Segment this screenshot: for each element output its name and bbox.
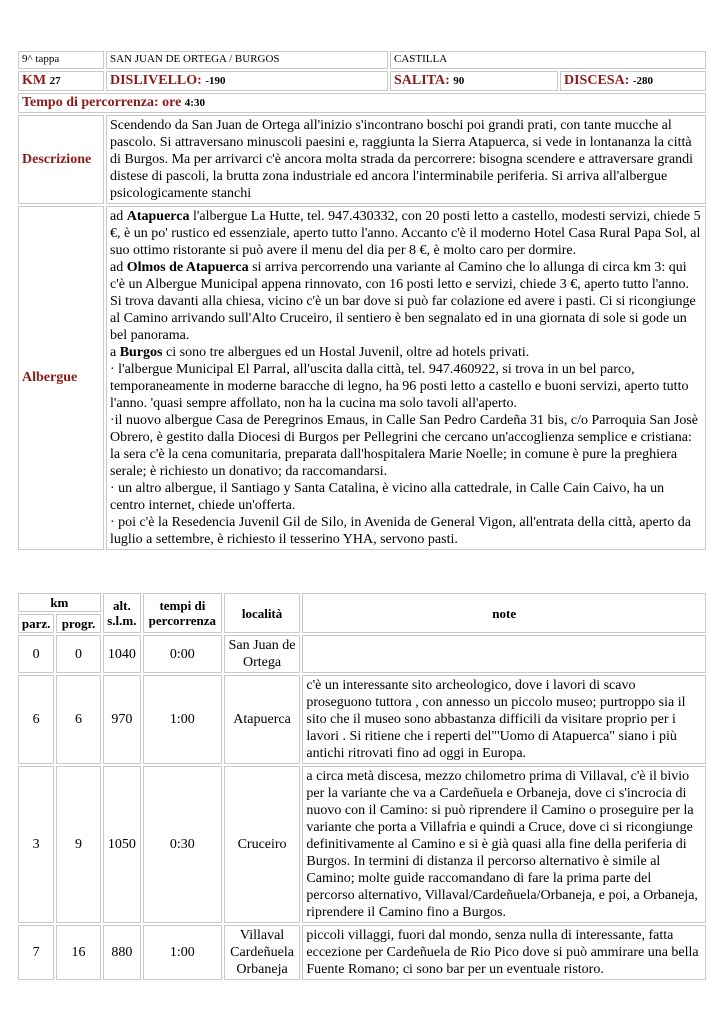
albergue-emaus: ·il nuovo albergue Casa de Peregrinos Emaus, in Calle San Pedro Cardeña 31 bis, c/o Parroquia San Josè Obrero, è gestito dalla Diocesi di Burgos per Pellegrini che cercano un'accoglienza semplice e cristiana: la sera c'è la cena comunitaria, preparata dall'hospitalera Marie Noelle; in comune è pure la preghiera serale; è richiesto un donativo; da raccomandarsi. <box>110 413 699 479</box>
localita-cell: Villaval Cardeñuela Orbaneja <box>224 925 301 980</box>
parz-header: parz. <box>18 614 54 633</box>
progr-cell: 16 <box>56 925 100 980</box>
salita-value: 90 <box>453 75 465 87</box>
km-value: 27 <box>49 75 61 87</box>
alt-cell: 970 <box>103 675 141 764</box>
place-burgos: Burgos <box>119 345 163 360</box>
albergue-prefix: ad <box>110 209 127 224</box>
itinerary-table <box>16 591 708 982</box>
dislivello-value: -190 <box>205 75 226 87</box>
descrizione-row <box>18 115 706 204</box>
progr-header: progr. <box>56 614 100 633</box>
stage-header-row <box>18 51 706 69</box>
table-row <box>18 925 706 980</box>
stage-region: CASTILLA <box>390 51 706 69</box>
albergue-text <box>106 206 706 550</box>
stage-number: 9^ tappa <box>18 51 104 69</box>
table-row <box>18 766 706 923</box>
km-label: KM <box>22 73 47 88</box>
tempi-cell: 0:00 <box>143 635 222 673</box>
discesa-value: -280 <box>632 75 654 87</box>
albergue-olmos-text: si arriva percorrendo una variante al Camino che lo allunga di circa km 3: qui c'è un Albergue Municipal appena rinnovato, con 16 posti letto e servizi, chiede 3 €, aperto tutto l'anno. Si trova davanti alla chiesa, vicino c'è un bar dove si può far colazione ed avere i pasti. Ci si ricongiunge al Camino arrivando sull'Alto Cruceiro, il sentiero è ben segnalato ed in una giornata di sole si gode un bel panorama. <box>110 260 696 343</box>
albergue-atapuerca <box>110 208 702 259</box>
stage-table <box>16 49 708 552</box>
albergue-prefix: ad <box>110 260 127 275</box>
note-cell <box>302 635 706 673</box>
place-olmos: Olmos de Atapuerca <box>126 260 249 275</box>
albergue-olmos <box>110 259 702 344</box>
note-header: note <box>302 593 706 633</box>
tempo-value: 4:30 <box>184 97 205 109</box>
progr-cell: 0 <box>56 635 100 673</box>
localita-cell: Atapuerca <box>224 675 301 764</box>
discesa-label: DISCESA: <box>564 73 630 88</box>
tempi-cell: 0:30 <box>143 766 222 923</box>
descrizione-label: Descrizione <box>18 115 104 204</box>
km-header: km <box>18 593 101 612</box>
stage-route: SAN JUAN DE ORTEGA / BURGOS <box>106 51 388 69</box>
progr-cell: 9 <box>56 766 100 923</box>
localita-cell: San Juan de Ortega <box>224 635 301 673</box>
parz-cell: 3 <box>18 766 54 923</box>
progr-cell: 6 <box>56 675 100 764</box>
alt-header: alt. s.l.m. <box>103 593 141 633</box>
albergue-atapuerca-text: l'albergue La Hutte, tel. 947.430332, con 20 posti letto a castello, modesti servizi, chiede 5 €, è un po' rustico ed essenziale, aperto tutto l'anno. Accanto c'è il moderno Hotel Casa Rural Papa Sol, al suo ottimo ristorante si può avere il menu del dia per 8 €, è molto caro per dormire. <box>110 209 701 258</box>
albergue-prefix: a <box>110 345 120 360</box>
table-row <box>18 675 706 764</box>
place-atapuerca: Atapuerca <box>126 209 190 224</box>
tempi-cell: 1:00 <box>143 925 222 980</box>
table-row <box>18 635 706 673</box>
albergue-label: Albergue <box>18 206 104 550</box>
alt-cell: 1050 <box>103 766 141 923</box>
albergue-burgos-text: ci sono tre albergues ed un Hostal Juvenil, oltre ad hotels privati. <box>162 345 530 360</box>
note-cell: piccoli villaggi, fuori dal mondo, senza nulla di interessante, fatta eccezione per Cardeñuela de Rio Pico dove si può ammirare una bella Fuente Romano; ci sono bar per un eventuale ristoro. <box>302 925 706 980</box>
note-cell: a circa metà discesa, mezzo chilometro prima di Villaval, c'è il bivio per la variante che va a Cardeñuela e Orbaneja, dove ci s'incrocia di nuovo con il Camino: si può riprendere il Camino o proseguire per la variante che porta a Villafria e quindi a Cruce, dove ci si ricongiunge definitivamente al Camino e si è già quasi alla fine della periferia di Burgos. In termini di distanza il percorso alternativo è simile al Camino; molte guide raccomandano di fare la prima parte del percorso alternativo, Villaval/Cardeñuela/Orbaneja, e poi, a Orbaneja, riprendere il Camino fino a Burgos. <box>302 766 706 923</box>
alt-cell: 1040 <box>103 635 141 673</box>
tempi-header: tempi di percorrenza <box>143 593 222 633</box>
salita-label: SALITA: <box>394 73 450 88</box>
stage-stats-row <box>18 71 706 91</box>
alt-cell: 880 <box>103 925 141 980</box>
dislivello-cell <box>106 71 388 91</box>
descrizione-text: Scendendo da San Juan de Ortega all'inizio s'incontrano boschi poi grandi prati, con tante mucche al pascolo. Si attraversano minuscoli paesini e, raggiunta la Sierra Atapuerca, si vede in lontananza la città di Burgos. Ma per arrivarci c'è ancora molta strada da percorrere: bisogna scendere e attraversare grandi distese di pascoli, la brutta zona industriale ed ancora l'interminabile periferia. Si arriva all'albergue psicologicamente stanchi <box>106 115 706 204</box>
parz-cell: 7 <box>18 925 54 980</box>
localita-cell: Cruceiro <box>224 766 301 923</box>
localita-header: località <box>224 593 301 633</box>
albergue-gil-de-silo: · poi c'è la Resedencia Juvenil Gil de Silo, in Avenida de General Vigon, all'entrata della città, aperto da luglio a settembre, è richiesto il tesserino YHA, servono pasti. <box>110 515 691 547</box>
tempo-label: Tempo di percorrenza: ore <box>22 95 182 110</box>
note-cell: c'è un interessante sito archeologico, dove i lavori di scavo proseguono tuttora , con annesso un piccolo museo; purtroppo sia il sito che il museo sono abbastanza difficili da visitare proprio per i lavori . Si ritiene che i reperti del"'Uomo di Atapuerca" siano i più antichi ritrovati fino ad oggi in Europa. <box>302 675 706 764</box>
dislivello-label: DISLIVELLO: <box>110 73 202 88</box>
salita-cell <box>390 71 558 91</box>
albergue-burgos <box>110 344 702 361</box>
tempi-cell: 1:00 <box>143 675 222 764</box>
discesa-cell <box>560 71 706 91</box>
albergue-row <box>18 206 706 550</box>
albergue-el-parral: · l'albergue Municipal El Parral, all'uscita dalla città, tel. 947.460922, si trova in un bel parco, temporaneamente in moderne baracche di legno, ha 96 posti letto a castello e buoni servizi, aperto tutto l'anno. 'quasi sempre affollato, non ha la cucina ma solo tavoli all'aperto. <box>110 362 689 411</box>
tempo-cell <box>18 93 706 113</box>
parz-cell: 6 <box>18 675 54 764</box>
itinerary-header-row <box>18 593 706 612</box>
km-cell <box>18 71 104 91</box>
tempo-row <box>18 93 706 113</box>
parz-cell: 0 <box>18 635 54 673</box>
albergue-santiago: · un altro albergue, il Santiago y Santa Catalina, è vicino alla cattedrale, in Calle Cain Caivo, ha un centro internet, chiede un'offerta. <box>110 481 665 513</box>
